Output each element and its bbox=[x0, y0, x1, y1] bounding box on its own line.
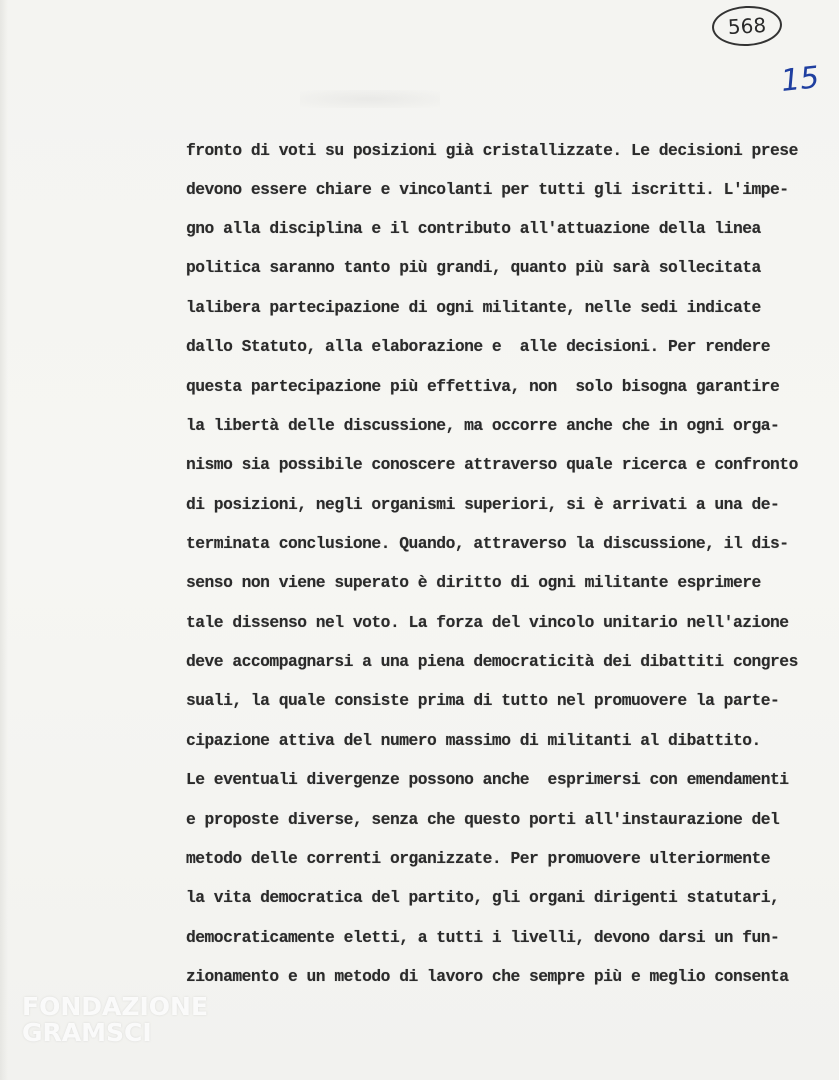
text-line-11: terminata conclusione. Quando, attraverso la discussione, il dis- bbox=[186, 534, 789, 553]
text-line-17: Le eventuali divergenze possono anche esprimersi con emendamenti bbox=[186, 770, 789, 789]
text-line-18: e proposte diverse, senza che questo porti all'instaurazione del bbox=[186, 810, 780, 829]
text-line-8: la libertà delle discussione, ma occorre anche che in ogni orga- bbox=[186, 416, 780, 435]
archive-circled-number bbox=[711, 4, 783, 48]
text-line-9: nismo sia possibile conoscere attraverso quale ricerca e confronto bbox=[186, 455, 798, 474]
text-line-2: devono essere chiare e vincolanti per tutti gli iscritti. L'impe- bbox=[186, 180, 789, 199]
text-line-3: gno alla disciplina e il contributo all'attuazione della linea bbox=[186, 219, 761, 238]
text-line-22: zionamento e un metodo di lavoro che sempre più e meglio consenta bbox=[186, 967, 789, 986]
text-line-20: la vita democratica del partito, gli organi dirigenti statutari, bbox=[186, 888, 780, 907]
text-line-21: democraticamente eletti, a tutti i livelli, devono darsi un fun- bbox=[186, 928, 780, 947]
archive-number-text: 568 bbox=[727, 13, 767, 39]
foundation-watermark bbox=[22, 992, 209, 1052]
text-line-12: senso non viene superato è diritto di ogni militante esprimere bbox=[186, 573, 761, 592]
watermark-line-2: GRAMSCI bbox=[22, 1018, 152, 1047]
text-line-6: dallo Statuto, alla elaborazione e alle decisioni. Per rendere bbox=[186, 337, 771, 356]
paper-smudge bbox=[300, 90, 440, 108]
text-line-13: tale dissenso nel voto. La forza del vincolo unitario nell'azione bbox=[186, 613, 789, 632]
text-line-5: lalibera partecipazione di ogni militante, nelle sedi indicate bbox=[186, 298, 761, 317]
text-line-15: suali, la quale consiste prima di tutto nel promuovere la parte- bbox=[186, 691, 780, 710]
text-line-10: di posizioni, negli organismi superiori, si è arrivati a una de- bbox=[186, 495, 780, 514]
watermark-line-1: FONDAZIONE bbox=[22, 992, 209, 1021]
text-line-7: questa partecipazione più effettiva, non solo bisogna garantire bbox=[186, 377, 780, 396]
text-line-14: deve accompagnarsi a una piena democraticità dei dibattiti congres bbox=[186, 652, 798, 671]
typed-body-text bbox=[186, 141, 839, 1001]
text-line-19: metodo delle correnti organizzate. Per promuovere ulteriormente bbox=[186, 849, 771, 868]
text-line-16: cipazione attiva del numero massimo di militanti al dibattito. bbox=[186, 731, 761, 750]
text-line-1: fronto di voti su posizioni già cristallizzate. Le decisioni prese bbox=[186, 141, 798, 160]
text-line-4: politica saranno tanto più grandi, quanto più sarà sollecitata bbox=[186, 258, 761, 277]
page-edge-shadow bbox=[0, 0, 8, 1080]
handwritten-page-number: 15 bbox=[779, 60, 821, 99]
